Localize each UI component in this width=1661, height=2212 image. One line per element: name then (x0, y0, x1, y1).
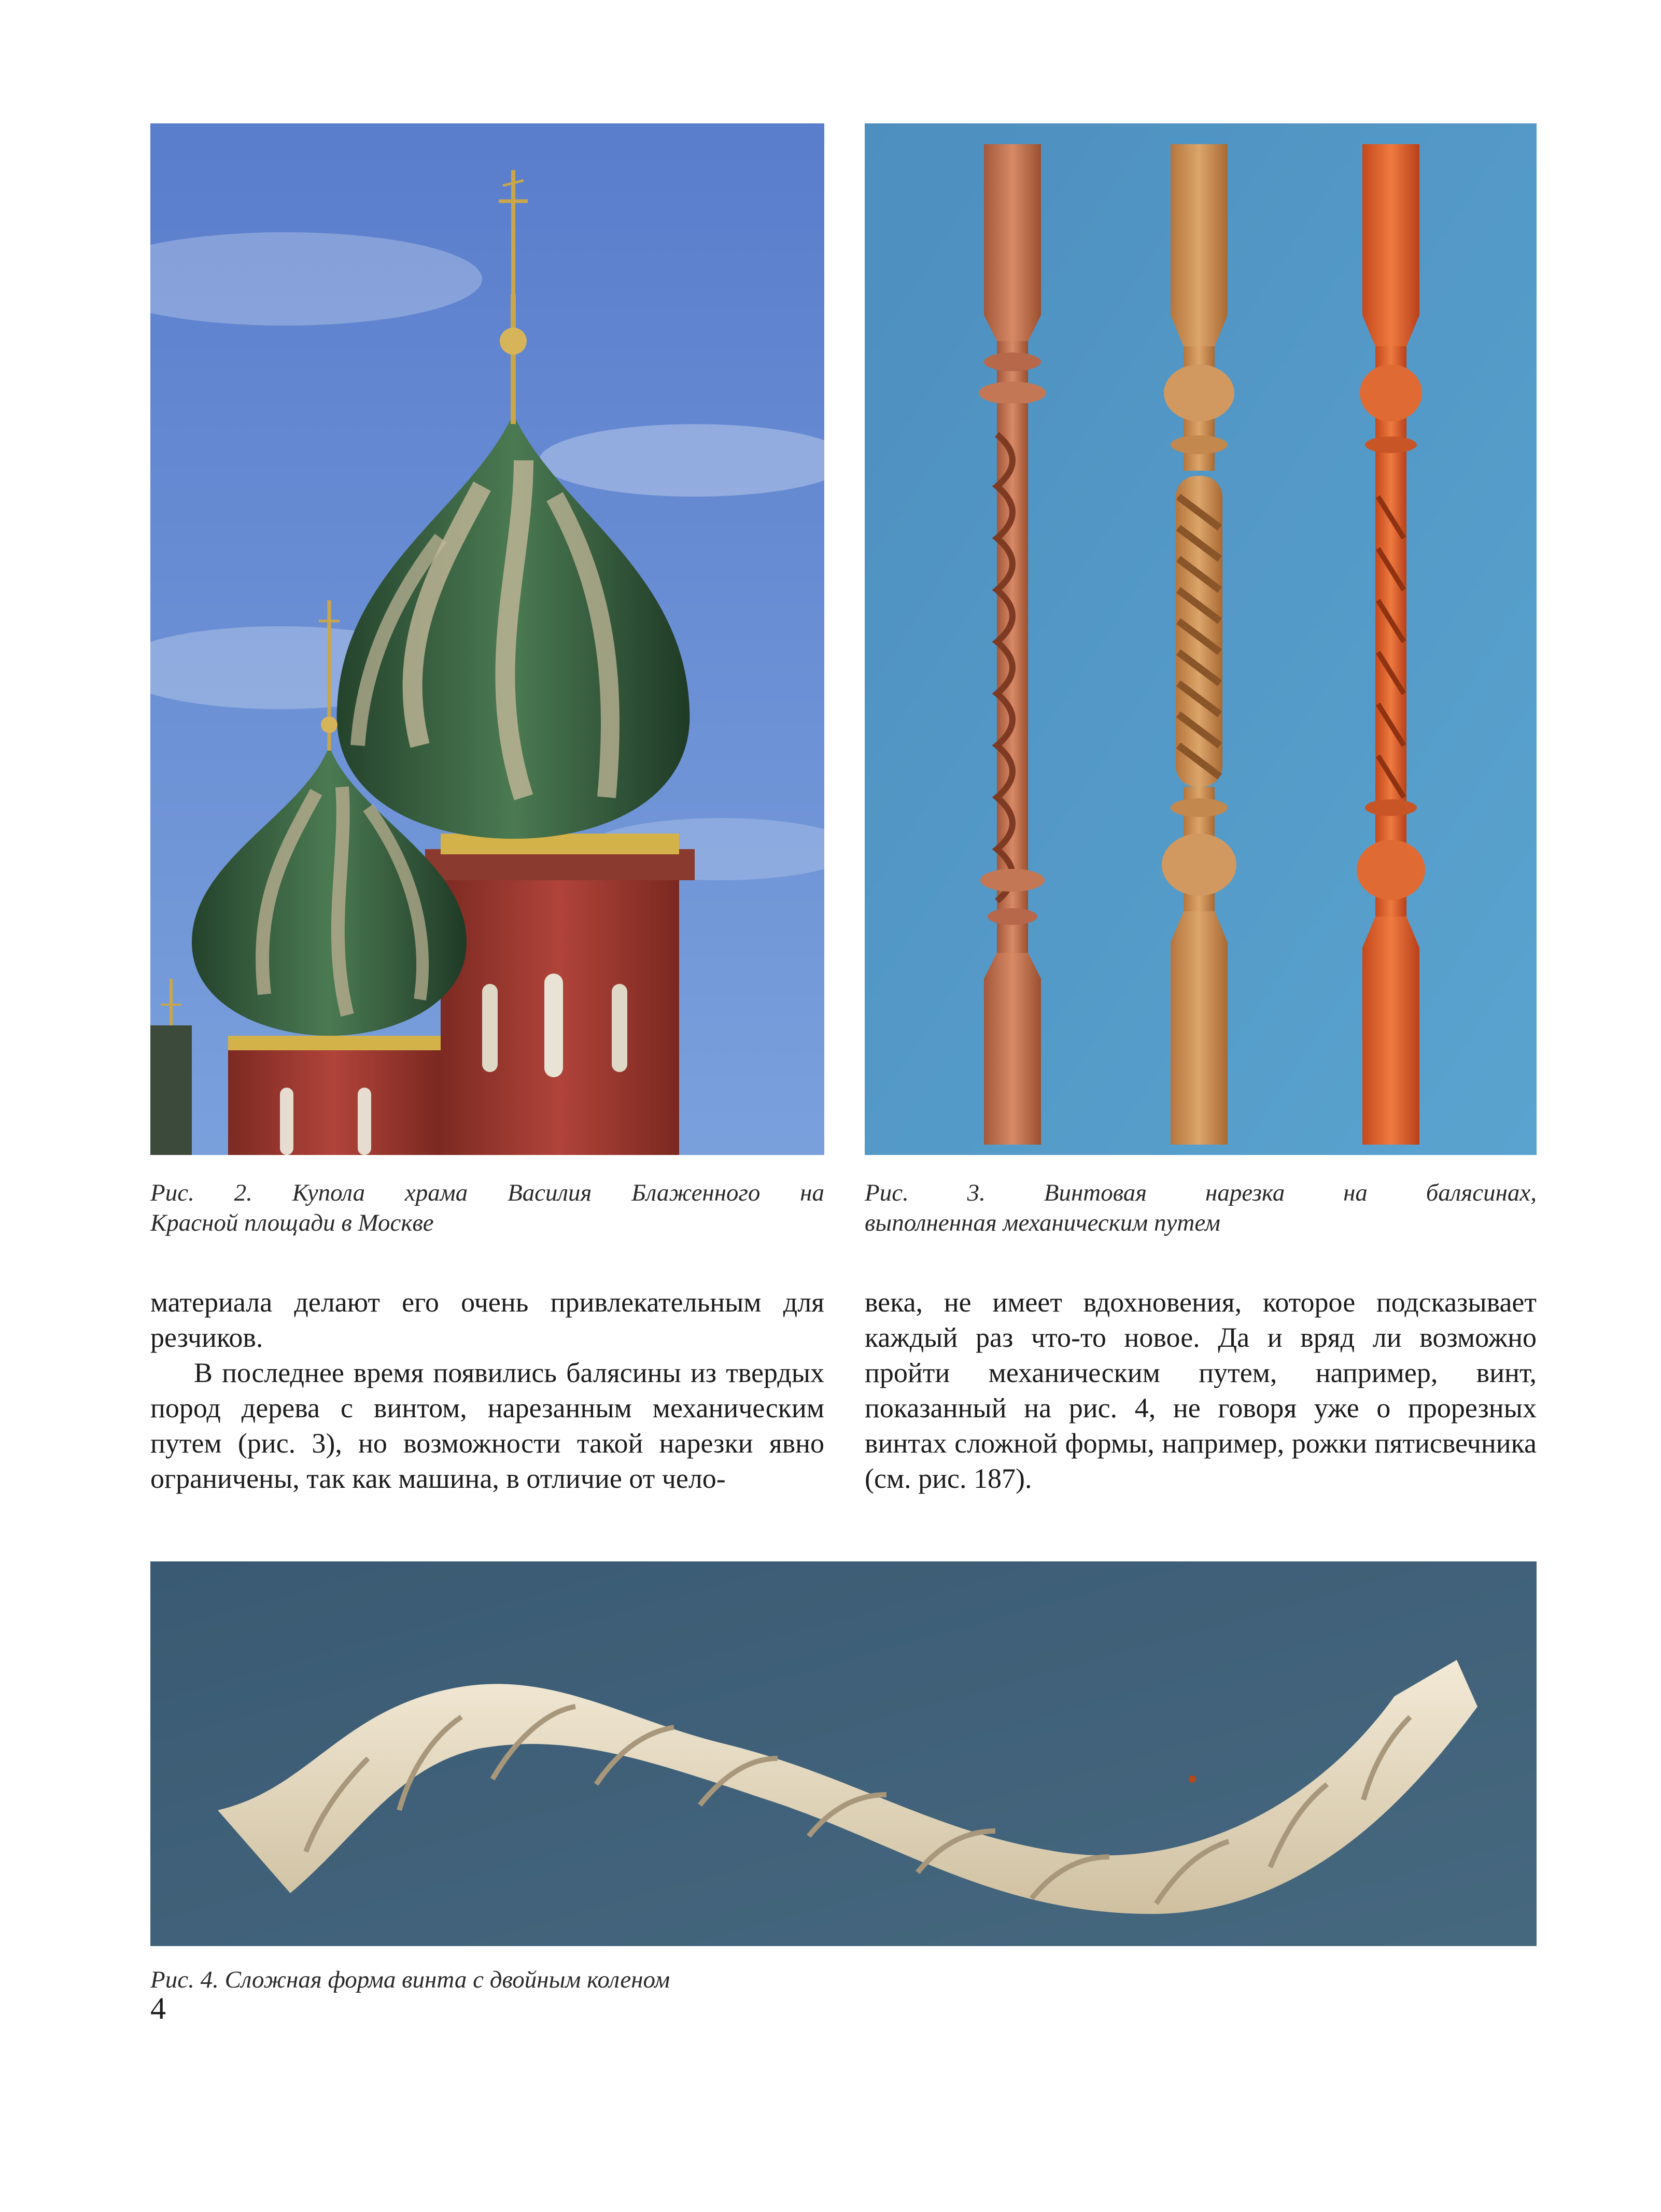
body-right-paragraph-1: века, не имеет вдохновения, которое подсказывает каждый раз что-то новое. Да и вряд ли возможно пройти механическим путем, например, винт, показанный на рис. 4, не говоря уже о прорезных винтах сложной формы, например, рожки пятисвечника (см. рис. 187). (865, 1287, 1537, 1494)
balusters-photo (865, 123, 1537, 1155)
figure-3-photo (865, 123, 1537, 1155)
figure-4-caption-text: Рис. 4. Сложная форма винта с двойным коленом (150, 1966, 670, 1993)
figure-4-caption (150, 1965, 1537, 1995)
figure-2-caption-line2: Красной площади в Москве (150, 1209, 434, 1236)
figure-3-caption-line2: выполненная механическим путем (865, 1209, 1220, 1236)
domes-photo (150, 123, 824, 1155)
figure-3-caption (865, 1178, 1537, 1208)
twisted-rope-photo (150, 1561, 1537, 1946)
figure-2-caption-line2-wrap (150, 1208, 824, 1238)
body-column-right (865, 1285, 1537, 1496)
page-number: 4 (150, 1991, 166, 2025)
figure-3-caption-line1: Рис. 3. Винтовая нарезка на балясинах, (865, 1179, 1537, 1206)
body-left-paragraph-1: материала делают его очень привлекательным для резчиков. (150, 1287, 824, 1353)
body-column-left (150, 1285, 824, 1496)
figure-2-photo (150, 123, 824, 1155)
figure-3-caption-line2-wrap (865, 1208, 1537, 1238)
body-left-paragraph-2: В последнее время появились балясины из твердых пород дерева с винтом, нарезанным механическим путем (рис. 3), но возможности такой нарезки явно ограничены, так как машина, в отличие от чело- (150, 1357, 824, 1494)
figure-2-caption-line1: Рис. 2. Купола храма Василия Блаженного на (150, 1179, 824, 1206)
figure-2-caption (150, 1178, 824, 1208)
figure-4-photo (150, 1561, 1537, 1946)
